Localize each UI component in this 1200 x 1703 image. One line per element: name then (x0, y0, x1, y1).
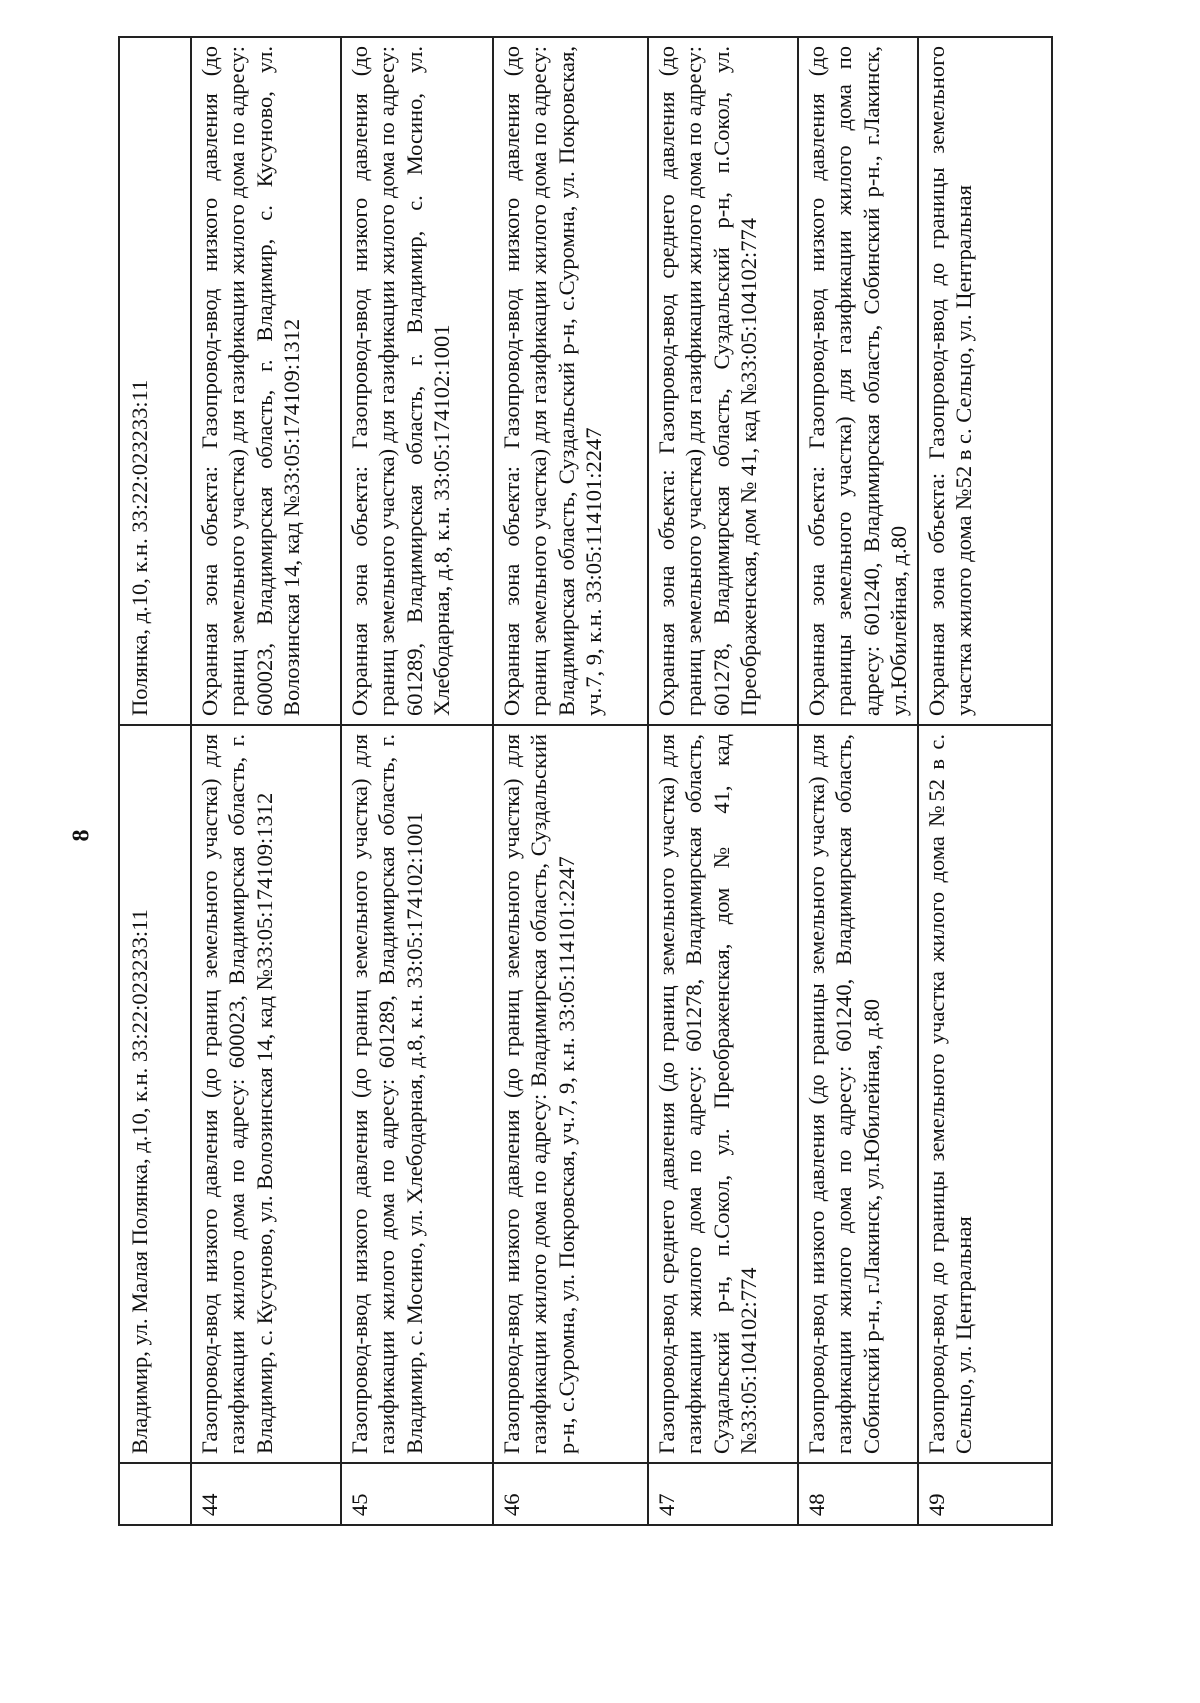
table-row (341, 37, 493, 1525)
table-row (191, 37, 341, 1525)
page-number: 8 (68, 829, 95, 842)
row-number-cell: 47 (648, 1463, 798, 1525)
row-number-cell: 48 (798, 1463, 918, 1525)
zone-cell: Охранная зона объекта: Газопровод-ввод низкого давления (до границы земельного участка) для газификации жилого дома по адресу: 601240, Владимирская область, Собинский р-н., г.Лакинск, ул.Юбилейная, д.80 (798, 37, 918, 725)
zone-cell: Охранная зона объекта: Газопровод-ввод до границы земельного участка жилого дома №52 в с. Сельцо, ул. Центральная (918, 37, 1052, 725)
object-cell: Газопровод-ввод низкого давления (до границ земельного участка) для газификации жилого дома по адресу: Владимирская область, Суздальский р-н, с.Суромна, ул. Покровская, уч.7, 9, к.н. 33:05:114101:2247 (493, 725, 648, 1463)
object-cell: Газопровод-ввод среднего давления (до границ земельного участка) для газификации жилого дома по адресу: 601278, Владимирская область, Суздальский р-н, п.Сокол, ул. Преображенская, дом № 41, кад №33:05:104102:774 (648, 725, 798, 1463)
zone-cell: Охранная зона объекта: Газопровод-ввод низкого давления (до границ земельного участка) для газификации жилого дома по адресу: 600023, Владимирская область, г. Владимир, с. Кусуново, ул. Волозинская 14, кад №33:05:174109:1312 (191, 37, 341, 725)
object-cell: Владимир, ул. Малая Полянка, д.10, к.н. 33:22:023233:11 (119, 725, 191, 1463)
table-row (918, 37, 1052, 1525)
table-row (798, 37, 918, 1525)
object-cell: Газопровод-ввод низкого давления (до границ земельного участка) для газификации жилого дома по адресу: 600023, Владимирская область, г. Владимир, с. Кусуново, ул. Волозинская 14, кад №33:05:174109:1312 (191, 725, 341, 1463)
row-number-cell: 45 (341, 1463, 493, 1525)
zone-cell: Охранная зона объекта: Газопровод-ввод низкого давления (до границ земельного участка) для газификации жилого дома по адресу: 601289, Владимирская область, г. Владимир, с. Мосино, ул. Хлебодарная, д.8, к.н. 33:05:174102:1001 (341, 37, 493, 725)
zone-cell: Охранная зона объекта: Газопровод-ввод среднего давления (до границ земельного участка) для газификации жилого дома по адресу: 601278, Владимирская область, Суздальский р-н, п.Сокол, ул. Преображенская, дом № 41, кад №33:05:104102:774 (648, 37, 798, 725)
table-row-continuation (119, 37, 191, 1525)
table-row (493, 37, 648, 1525)
row-number-cell: 49 (918, 1463, 1052, 1525)
table-row (648, 37, 798, 1525)
object-cell: Газопровод-ввод низкого давления (до границ земельного участка) для газификации жилого дома по адресу: 601289, Владимирская область, г. Владимир, с. Мосино, ул. Хлебодарная, д.8, к.н. 33:05:174102:1001 (341, 725, 493, 1463)
object-cell: Газопровод-ввод до границы земельного участка жилого дома №52 в с. Сельцо, ул. Центральная (918, 725, 1052, 1463)
row-number-cell: 44 (191, 1463, 341, 1525)
rotated-table-wrapper (118, 36, 1053, 1526)
object-cell: Газопровод-ввод низкого давления (до границы земельного участка) для газификации жилого дома по адресу: 601240, Владимирская область, Собинский р-н., г.Лакинск, ул.Юбилейная, д.80 (798, 725, 918, 1463)
row-number-cell: 46 (493, 1463, 648, 1525)
zone-cell: Полянка, д.10, к.н. 33:22:023233:11 (119, 37, 191, 725)
row-number-cell (119, 1463, 191, 1525)
registry-table (118, 36, 1053, 1526)
zone-cell: Охранная зона объекта: Газопровод-ввод низкого давления (до границ земельного участка) для газификации жилого дома по адресу: Владимирская область, Суздальский р-н, с.Суромна, ул. Покровская, уч.7, 9, к.н. 33:05:114101:2247 (493, 37, 648, 725)
